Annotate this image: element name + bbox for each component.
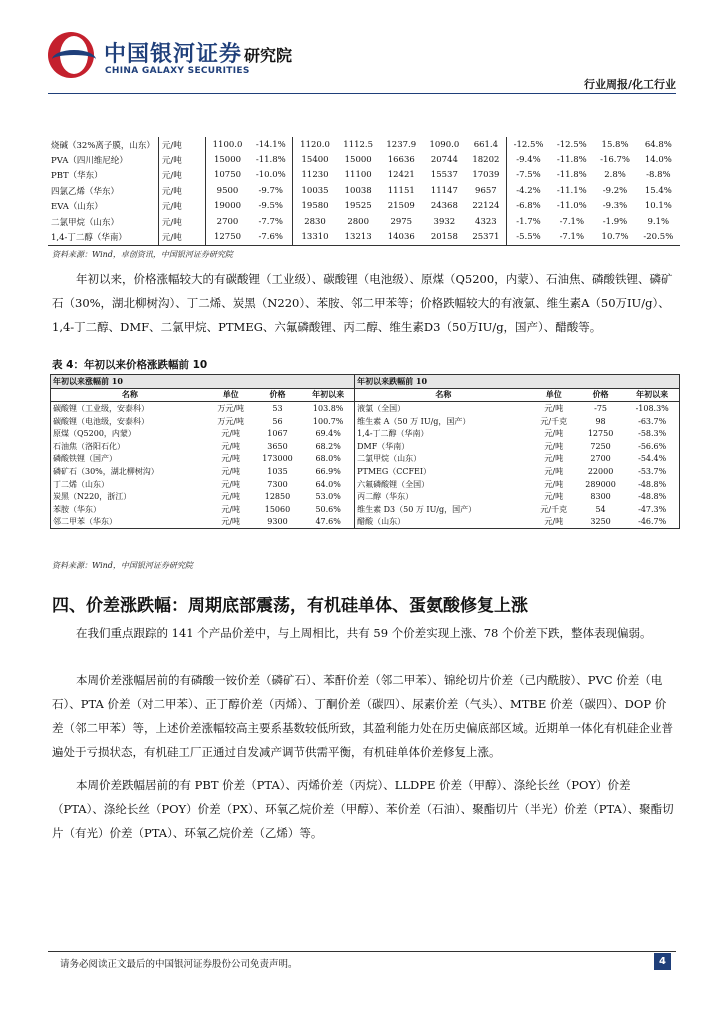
unit-cell: 元/吨 — [221, 466, 241, 476]
product-name-cell: 邻二甲苯（华东） — [53, 517, 117, 527]
unit-cell: 元/吨 — [544, 429, 564, 439]
value-cell: 10750 — [205, 168, 249, 183]
value-cell: -7.5% — [506, 168, 550, 183]
institute-label: 研究院 — [244, 46, 293, 65]
unit-cell: 元/吨 — [221, 492, 241, 502]
price-cell: 1035 — [267, 466, 288, 476]
unit-cell: 万元/吨 — [217, 403, 245, 413]
table4-source-note: 资料来源：Wind，中国银河证券研究院 — [52, 561, 193, 570]
ytd-change-cell: 103.8% — [312, 403, 344, 413]
value-cell: 9.1% — [647, 216, 670, 227]
price-cell: 53 — [272, 403, 283, 413]
price-cell: 54 — [595, 504, 606, 514]
table-row — [51, 465, 680, 478]
value-cell: -1.9% — [602, 216, 628, 227]
value-cell: -12.5% — [556, 139, 587, 150]
table-row — [51, 503, 680, 516]
unit-cell: 元/吨 — [221, 504, 241, 514]
value-cell: -5.5% — [506, 229, 550, 245]
value-cell: -16.7% — [600, 155, 630, 166]
unit-cell: 元/吨 — [544, 441, 564, 451]
col-header-price: 价格 — [253, 388, 303, 402]
product-name-cell: 维生素 D3（50 万 IU/g，国产） — [355, 503, 532, 516]
value-cell: -10.0% — [255, 170, 286, 181]
value-cell: 25371 — [466, 229, 506, 245]
product-name-cell: 炭黑（N220，浙江） — [53, 492, 132, 502]
table-row — [48, 199, 680, 214]
table-row — [51, 478, 680, 491]
value-cell: 1090.0 — [429, 139, 460, 150]
footer-disclaimer: 请务必阅读正文最后的中国银河证券股份公司免责声明。 — [60, 959, 298, 970]
value-cell: 661.4 — [473, 139, 499, 150]
product-name-cell: PTMEG（CCFEI） — [355, 465, 532, 478]
value-cell: 4323 — [475, 216, 497, 227]
value-cell: 20744 — [430, 155, 458, 166]
product-name-cell: 丙二醇（华东） — [355, 490, 532, 503]
unit-cell: 元/吨 — [221, 441, 241, 451]
value-cell: 3932 — [433, 216, 456, 227]
group-title-losers: 年初以来跌幅前 10 — [355, 375, 680, 389]
unit-cell: 元/千克 — [540, 416, 568, 426]
value-cell: 15000 — [205, 152, 249, 167]
unit-cell: 元/吨 — [158, 229, 205, 245]
price-cell: 22000 — [587, 466, 614, 476]
value-cell: 19000 — [205, 199, 249, 214]
unit-cell: 元/吨 — [544, 479, 564, 489]
col-header-name: 名称 — [355, 388, 532, 402]
product-name-cell: 四氯乙烯（华东） — [51, 186, 120, 197]
table-row — [48, 229, 680, 245]
value-cell: -7.7% — [258, 216, 283, 227]
value-cell: -9.4% — [506, 152, 550, 167]
ytd-change-cell: 50.6% — [315, 504, 341, 514]
ytd-change-cell: -54.4% — [638, 454, 667, 464]
col-header-name: 名称 — [51, 388, 209, 402]
price-cell: 15060 — [264, 504, 291, 514]
price-cell: 3250 — [590, 517, 611, 527]
value-cell: 14.0% — [644, 155, 672, 166]
product-name-cell: 碳酸锂（电池级，安泰科） — [53, 416, 149, 426]
product-name-cell: 液氯（全国） — [355, 402, 532, 415]
value-cell: -7.1% — [550, 229, 593, 245]
table-source-note: 资料来源：Wind，卓创资讯，中国银河证券研究院 — [52, 250, 233, 259]
value-cell: 21509 — [387, 201, 415, 212]
value-cell: 15000 — [344, 155, 372, 166]
product-name-cell: 醋酸（山东） — [355, 516, 532, 529]
value-cell: -7.6% — [249, 229, 293, 245]
product-name-cell: 磷酸铁锂（国产） — [53, 454, 117, 464]
brand-name-cn: 中国银河证券 — [104, 42, 243, 67]
col-header-unit: 单位 — [532, 388, 576, 402]
value-cell: -9.2% — [602, 185, 628, 196]
value-cell: 12750 — [205, 229, 249, 245]
footer-divider — [48, 951, 676, 952]
table-row — [51, 490, 680, 503]
value-cell: -9.5% — [258, 201, 283, 212]
product-name-cell: 二氯甲烷（山东） — [355, 453, 532, 466]
price-cell: -75 — [594, 403, 608, 413]
value-cell: 15400 — [293, 152, 337, 167]
product-name-cell: 维生素 A（50 万 IU/g，国产） — [355, 415, 532, 428]
value-cell: 10038 — [344, 185, 372, 196]
product-name-cell: 石油焦（洛阳石化） — [53, 441, 125, 451]
unit-cell: 元/吨 — [544, 403, 564, 413]
value-cell: 13213 — [337, 229, 380, 245]
price-cell: 12750 — [587, 429, 614, 439]
product-name-cell: 二氯甲烷（山东） — [51, 217, 120, 228]
ytd-change-cell: -108.3% — [635, 403, 669, 413]
ytd-change-cell: 100.7% — [312, 416, 344, 426]
value-cell: 15.4% — [644, 185, 672, 196]
value-cell: 15537 — [430, 170, 458, 181]
table-row — [51, 440, 680, 453]
value-cell: 1120.0 — [293, 137, 337, 152]
value-cell: 1237.9 — [386, 139, 417, 150]
table-column-header — [51, 388, 680, 402]
header-divider — [48, 93, 676, 94]
value-cell: -11.1% — [556, 185, 587, 196]
price-cell: 1067 — [267, 429, 288, 439]
product-name-cell: 苯胺（华东） — [53, 504, 101, 514]
value-cell: 11100 — [344, 170, 372, 181]
product-name-cell: 丁二烯（山东） — [53, 479, 109, 489]
price-cell: 173000 — [262, 454, 293, 464]
unit-cell: 元/吨 — [158, 152, 205, 167]
value-cell: -8.8% — [646, 170, 671, 181]
brand-name-en: CHINA GALAXY SECURITIES — [105, 66, 250, 76]
price-cell: 7250 — [590, 441, 611, 451]
unit-cell: 元/吨 — [221, 517, 241, 527]
product-name-cell: 碳酸锂（工业级，安泰科） — [53, 403, 149, 413]
page-number: 4 — [654, 953, 671, 970]
value-cell: 19580 — [293, 199, 337, 214]
price-cell: 9300 — [267, 517, 288, 527]
value-cell: 11147 — [430, 185, 458, 196]
paragraph-ytd-summary: 年初以来，价格涨幅较大的有碳酸锂（工业级）、碳酸锂（电池级）、原煤（Q5200，内蒙）、石油焦、磷酸铁锂、磷矿石（30%，湖北柳树沟）、丁二烯、炭黑（N220）、苯胺、邻二甲苯等；价格跌幅较大的有液氯、维生素A（50万IU/g）、1,4-丁二醇、DMF、二氯甲烷、PTMEG、六氟磷酸锂、丙二醇、维生素D3（50万IU/g，国产）、醋酸等。 — [52, 272, 673, 334]
paragraph-spread-losers: 本周价差跌幅居前的有 PBT 价差（PTA）、丙烯价差（丙烷）、LLDPE 价差（甲醇）、涤纶长丝（POY）价差（PTA）、涤纶长丝（POY）价差（PX）、环氧乙烷价差（甲醇）、苯价差（石油）、聚酯切片（半光）价差（PTA）、聚酯切片（有光）价差（PTA）、环氧乙烷价差（乙烯）等。 — [52, 778, 674, 840]
value-cell: -9.3% — [602, 201, 628, 212]
value-cell: 1100.0 — [205, 137, 249, 152]
ytd-change-cell: -53.7% — [638, 466, 667, 476]
value-cell: -1.7% — [506, 214, 550, 229]
product-name-cell: 1,4-丁二醇（华南） — [355, 427, 532, 440]
ytd-change-cell: 69.4% — [315, 429, 341, 439]
value-cell: 2830 — [293, 214, 337, 229]
ytd-change-cell: -63.7% — [638, 416, 667, 426]
value-cell: -6.8% — [506, 199, 550, 214]
paragraph-spread-gainers: 本周价差涨幅居前的有磷酸一铵价差（磷矿石）、苯酐价差（邻二甲苯）、锦纶切片价差（己内酰胺）、PVC 价差（电石）、PTA 价差（对二甲苯）、正丁醇价差（丙烯）、丁酮价差（碳四）、尿素价差（气头）、MTBE 价差（碳四）、DOP 价差（邻二甲苯）等，上述价差涨幅较高主要系基数较低所致，其盈利能力处在历史偏底部区域。近期单一体化有机硅企业普遍处于亏损状态，有机硅工厂正通过自发减产调节供需平衡，有机硅单体价差修复上涨。 — [52, 673, 673, 759]
price-cell: 2700 — [590, 454, 611, 464]
ytd-top10-table — [50, 374, 680, 529]
value-cell: 10035 — [293, 183, 337, 198]
unit-cell: 元/吨 — [158, 168, 205, 183]
value-cell: 24368 — [430, 201, 458, 212]
value-cell: 2700 — [205, 214, 249, 229]
price-cell: 56 — [272, 416, 283, 426]
value-cell: 13310 — [293, 229, 337, 245]
value-cell: 17039 — [472, 170, 500, 181]
unit-cell: 元/吨 — [158, 183, 205, 198]
product-name-cell: 1,4-丁二醇（华南） — [48, 229, 158, 245]
ytd-change-cell: 66.9% — [315, 466, 341, 476]
ytd-change-cell: 68.0% — [315, 454, 341, 464]
unit-cell: 元/吨 — [221, 454, 241, 464]
price-cell: 12850 — [264, 492, 291, 502]
value-cell: -20.5% — [637, 229, 680, 245]
value-cell: -14.1% — [255, 139, 286, 150]
price-cell: 289000 — [585, 479, 616, 489]
ytd-change-cell: -46.7% — [638, 517, 667, 527]
table-group-header — [51, 375, 680, 389]
product-name-cell: 六氟磷酸锂（全国） — [355, 478, 532, 491]
col-header-unit: 单位 — [209, 388, 253, 402]
value-cell: 10.7% — [593, 229, 636, 245]
value-cell: 2.8% — [604, 170, 626, 181]
product-name-cell: PVA（四川维尼纶） — [51, 156, 128, 167]
unit-cell: 万元/吨 — [217, 416, 245, 426]
ytd-change-cell: -58.3% — [638, 429, 667, 439]
value-cell: -12.5% — [506, 137, 550, 152]
ytd-change-cell: -47.3% — [638, 504, 667, 514]
price-cell: 3650 — [267, 441, 288, 451]
col-header-ytd: 年初以来 — [625, 388, 679, 402]
value-cell: 16636 — [387, 155, 415, 166]
ytd-change-cell: 47.6% — [315, 517, 341, 527]
value-cell: 18202 — [472, 155, 500, 166]
value-cell: 15.8% — [601, 139, 629, 150]
unit-cell: 元/吨 — [544, 492, 564, 502]
value-cell: 20158 — [423, 229, 466, 245]
product-name-cell: EVA（山东） — [51, 202, 103, 213]
unit-cell: 元/吨 — [221, 479, 241, 489]
table-row — [51, 402, 680, 415]
value-cell: 10.1% — [644, 201, 672, 212]
product-name-cell: PBT（华东） — [51, 171, 103, 182]
ytd-change-cell: 64.0% — [315, 479, 341, 489]
product-name-cell: 烧碱（32%离子膜，山东） — [51, 140, 155, 151]
value-cell: 22124 — [472, 201, 500, 212]
ytd-change-cell: 53.0% — [315, 492, 341, 502]
ytd-change-cell: -48.8% — [638, 492, 667, 502]
value-cell: 1112.5 — [343, 139, 374, 150]
unit-cell: 元/吨 — [158, 137, 205, 152]
product-name-cell: 磷矿石（30%，湖北柳树沟） — [53, 466, 159, 476]
value-cell: 14036 — [380, 229, 423, 245]
table-row — [48, 137, 680, 152]
table-row — [48, 214, 680, 229]
unit-cell: 元/千克 — [540, 504, 568, 514]
col-header-price: 价格 — [576, 388, 626, 402]
value-cell: -7.1% — [559, 216, 585, 227]
value-cell: -11.0% — [556, 201, 587, 212]
value-cell: 19525 — [344, 201, 372, 212]
unit-cell: 元/吨 — [544, 517, 564, 527]
ytd-change-cell: -56.6% — [638, 441, 667, 451]
value-cell: -11.8% — [556, 155, 587, 166]
table4-caption: 表 4：年初以来价格涨跌幅前 10 — [52, 359, 208, 371]
col-header-ytd: 年初以来 — [302, 388, 354, 402]
table-row — [51, 516, 680, 529]
ytd-change-cell: 68.2% — [315, 441, 341, 451]
price-cell: 7300 — [267, 479, 288, 489]
table-row — [48, 152, 680, 167]
value-cell: -11.8% — [255, 155, 286, 166]
table-row — [48, 168, 680, 183]
price-cell: 8300 — [590, 492, 611, 502]
product-name-cell: 原煤（Q5200，内蒙） — [53, 429, 136, 439]
value-cell: -4.2% — [506, 183, 550, 198]
logo-mark-wave — [52, 50, 96, 69]
unit-cell: 元/吨 — [158, 199, 205, 214]
section-heading: 四、价差涨跌幅：周期底部震荡，有机硅单体、蛋氨酸修复上涨 — [52, 596, 528, 616]
value-cell: 64.8% — [644, 139, 672, 150]
group-title-gainers: 年初以来涨幅前 10 — [51, 375, 355, 389]
paragraph-spread-overview: 在我们重点跟踪的 141 个产品价差中，与上周相比，共有 59 个价差实现上涨、78 个价差下跌，整体表现偏弱。 — [76, 626, 652, 640]
value-cell: 12421 — [387, 170, 415, 181]
unit-cell: 元/吨 — [221, 429, 241, 439]
value-cell: 2975 — [390, 216, 413, 227]
value-cell: 11151 — [387, 185, 415, 196]
unit-cell: 元/吨 — [544, 454, 564, 464]
value-cell: 11230 — [293, 168, 337, 183]
product-name-cell: DMF（华南） — [355, 440, 532, 453]
value-cell: 9500 — [205, 183, 249, 198]
unit-cell: 元/吨 — [544, 466, 564, 476]
value-cell: -9.7% — [258, 185, 283, 196]
unit-cell: 元/吨 — [158, 214, 205, 229]
table-row — [51, 453, 680, 466]
value-cell: 2800 — [347, 216, 369, 227]
table-row — [51, 427, 680, 440]
value-cell: 9657 — [475, 185, 497, 196]
table-row — [48, 183, 680, 198]
table-row — [51, 415, 680, 428]
value-cell: -11.8% — [556, 170, 587, 181]
price-change-table — [48, 137, 680, 246]
report-category: 行业周报/化工行业 — [583, 78, 676, 91]
ytd-change-cell: -48.8% — [638, 479, 667, 489]
price-cell: 98 — [595, 416, 606, 426]
